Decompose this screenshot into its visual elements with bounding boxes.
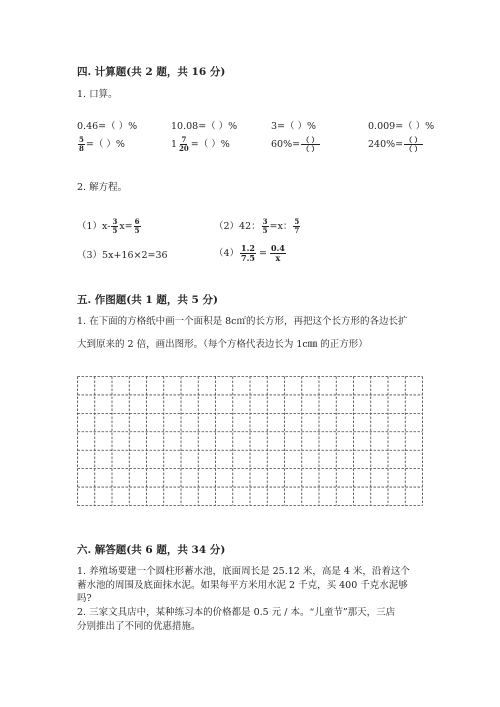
equation-1: （1）x- $\frac{3}{5}$ x= $\frac{6}{5}$ [77,217,140,235]
fraction: $\frac{5}{8}$ [79,135,84,153]
problem-1-line-2: 蓄水池的周围及底面抹水泥。如果每平方米用水泥 2 千克，买 400 千克水泥够 [77,580,408,591]
square-grid-paper[interactable] [77,376,423,506]
problem-2-line-2: 分别推出了不同的优惠措施。 [77,621,201,632]
fraction: $\frac{0.4}{x}$ [270,243,285,263]
calc-item-4: 0.009=（ ）% [368,121,435,132]
question-2-label: 2. 解方程。 [77,182,128,193]
drawing-question-line-2: 大到原来的 2 倍，画出图形。（每个方格代表边长为 1c㎜ 的正方形） [77,339,368,350]
calc-item-2: 10.08=（ ）% [171,121,238,132]
fraction: $\frac{( )}{( )}$ [405,135,422,153]
fraction: $\frac{1.2}{7.5}$ [241,243,255,263]
section-5-title: 五. 作图题(共 1 题，共 5 分) [77,294,218,306]
problem-1-line-3: 吗? [77,593,92,604]
equation-2: （2）42： $\frac{3}{5}$ =x： $\frac{5}{7}$ [214,217,300,235]
fraction: $\frac{5}{7}$ [294,217,300,235]
problem-2-line-1: 2. 三家文具店中，某种练习本的价格都是 0.5 元 / 本。“儿童节”那天，三店 [77,607,396,618]
equation-3: （3）5x+16×2=36 [77,250,168,261]
calc-item-8: 240%= $\frac{( )}{( )}$ [368,135,422,153]
calc-item-1: 0.46=（ ）% [77,121,138,132]
fraction: $\frac{3}{5}$ [112,217,118,235]
section-4-title: 四. 计算题(共 2 题，共 16 分) [77,66,226,78]
section-6-title: 六. 解答题(共 6 题，共 34 分) [77,544,226,556]
equation-4: （4） $\frac{1.2}{7.5}$ = $\frac{0.4}{x}$ [214,243,285,263]
fraction: $\frac{3}{5}$ [262,217,268,235]
calc-item-5: $\frac{5}{8}$ =（ ）% [79,135,125,153]
calc-item-6: 1 $\frac{7}{20}$ =（ ）% [171,135,230,153]
drawing-question-line-1: 1. 在下面的方格纸中画一个面积是 8c㎡的长方形，再把这个长方形的各边长扩 [77,316,408,327]
fraction: $\frac{7}{20}$ [179,135,189,153]
fraction: $\frac{( )}{( )}$ [302,135,319,153]
calc-item-7: 60%= $\frac{( )}{( )}$ [271,135,319,153]
question-1-label: 1. 口算。 [77,89,118,100]
problem-1-line-1: 1. 养殖场要建一个圆柱形蓄水池，底面周长是 25.12 米，高是 4 米，沿着这个 [77,566,410,577]
fraction: $\frac{6}{5}$ [134,217,140,235]
calc-item-3: 3=（ ）% [271,121,317,132]
